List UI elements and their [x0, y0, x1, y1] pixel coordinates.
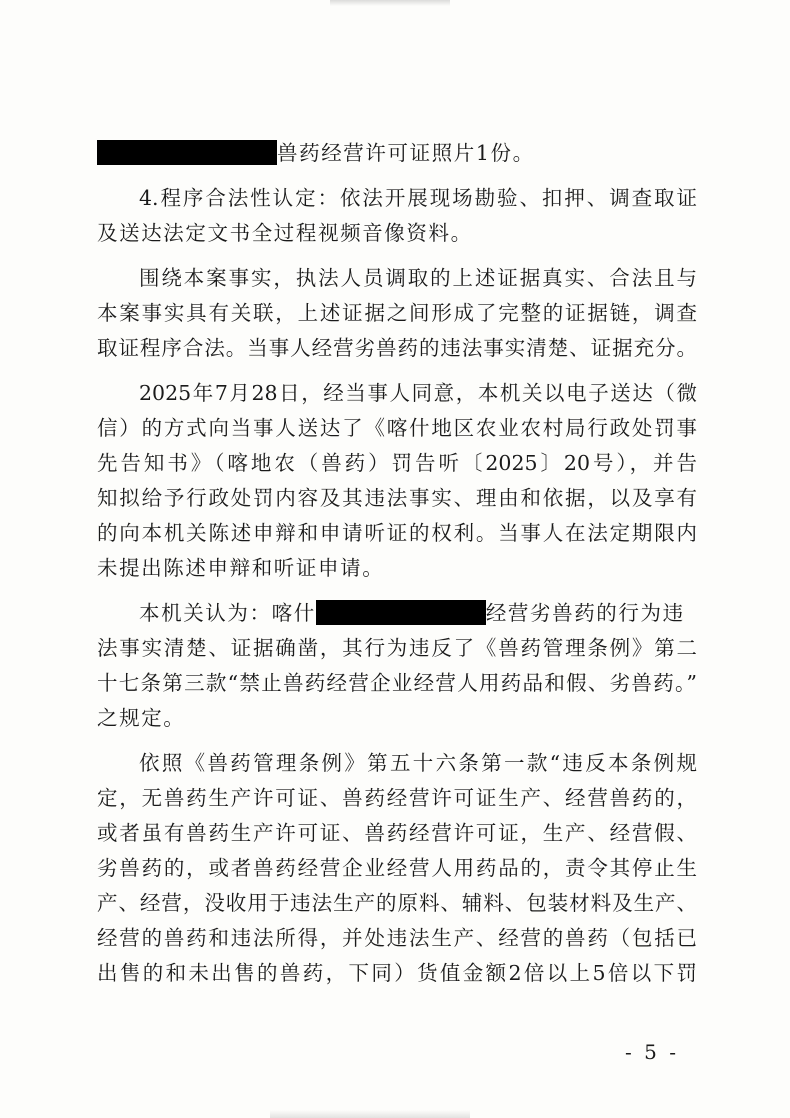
text-segment: 经营劣兽药的行为违	[485, 601, 685, 625]
text-line: 或者虽有兽药生产许可证、兽药经营许可证，生产、经营假、	[97, 821, 697, 845]
text-line: 经营的兽药和违法所得，并处违法生产、经营的兽药（包括已	[97, 926, 697, 950]
page-number: - 5 -	[625, 1040, 679, 1064]
text-line: 劣兽药的，或者兽药经营企业经营人用药品的，责令其停止生	[97, 856, 697, 880]
text-line: 及送达法定文书全过程视频音像资料。	[97, 221, 473, 245]
text-line: 依照《兽药管理条例》第五十六条第一款“违反本条例规	[139, 751, 697, 775]
text-line: 之规定。	[97, 706, 186, 730]
text-line: 取证程序合法。当事人经营劣兽药的违法事实清楚、证据充分。	[97, 336, 697, 360]
text-line: 未提出陈述申辩和听证申请。	[97, 556, 385, 580]
text-line: 本案事实具有关联，上述证据之间形成了完整的证据链，调查	[97, 301, 697, 325]
paragraph-3	[97, 261, 697, 366]
text-line: 信）的方式向当事人送达了《喀什地区农业农村局行政处罚事	[97, 416, 697, 440]
text-line: 法事实清楚、证据确凿，其行为违反了《兽药管理条例》第二	[97, 636, 697, 660]
text-line: 十七条第三款“禁止兽药经营企业经营人用药品和假、劣兽药。”	[97, 671, 697, 695]
text-line: 产、经营，没收用于违法生产的原料、辅料、包装材料及生产、	[97, 891, 697, 915]
text-line	[97, 596, 697, 631]
text-line: 的向本机关陈述申辩和申请听证的权利。当事人在法定期限内	[97, 521, 697, 545]
redacted-block	[97, 140, 277, 165]
text-line: 先告知书》（喀地农（兽药）罚告听〔2025〕20号），并告	[97, 451, 697, 475]
text-segment: 本机关认为：喀什	[139, 601, 316, 625]
text-line: 2025年7月28日，经当事人同意，本机关以电子送达（微	[139, 381, 697, 405]
paragraph-5	[97, 596, 697, 736]
text-line: 4.程序合法性认定：依法开展现场勘验、扣押、调查取证	[139, 186, 697, 210]
text-line: 出售的和未出售的兽药，下同）货值金额2倍以上5倍以下罚	[97, 961, 697, 985]
text-line: 围绕本案事实，执法人员调取的上述证据真实、合法且与	[139, 266, 697, 290]
redacted-block	[316, 600, 486, 625]
text-line: 知拟给予行政处罚内容及其违法事实、理由和依据，以及享有	[97, 486, 697, 510]
scan-artifact-bottom	[270, 1110, 470, 1118]
text-line: 兽药经营许可证照片1份。	[277, 141, 535, 165]
paragraph-6	[97, 746, 697, 991]
paragraph-1	[97, 136, 697, 171]
document-body	[97, 136, 697, 991]
scan-artifact-top	[330, 0, 450, 6]
paragraph-4	[97, 376, 697, 586]
paragraph-2	[97, 181, 697, 251]
text-line: 定，无兽药生产许可证、兽药经营许可证生产、经营兽药的，	[97, 786, 697, 810]
